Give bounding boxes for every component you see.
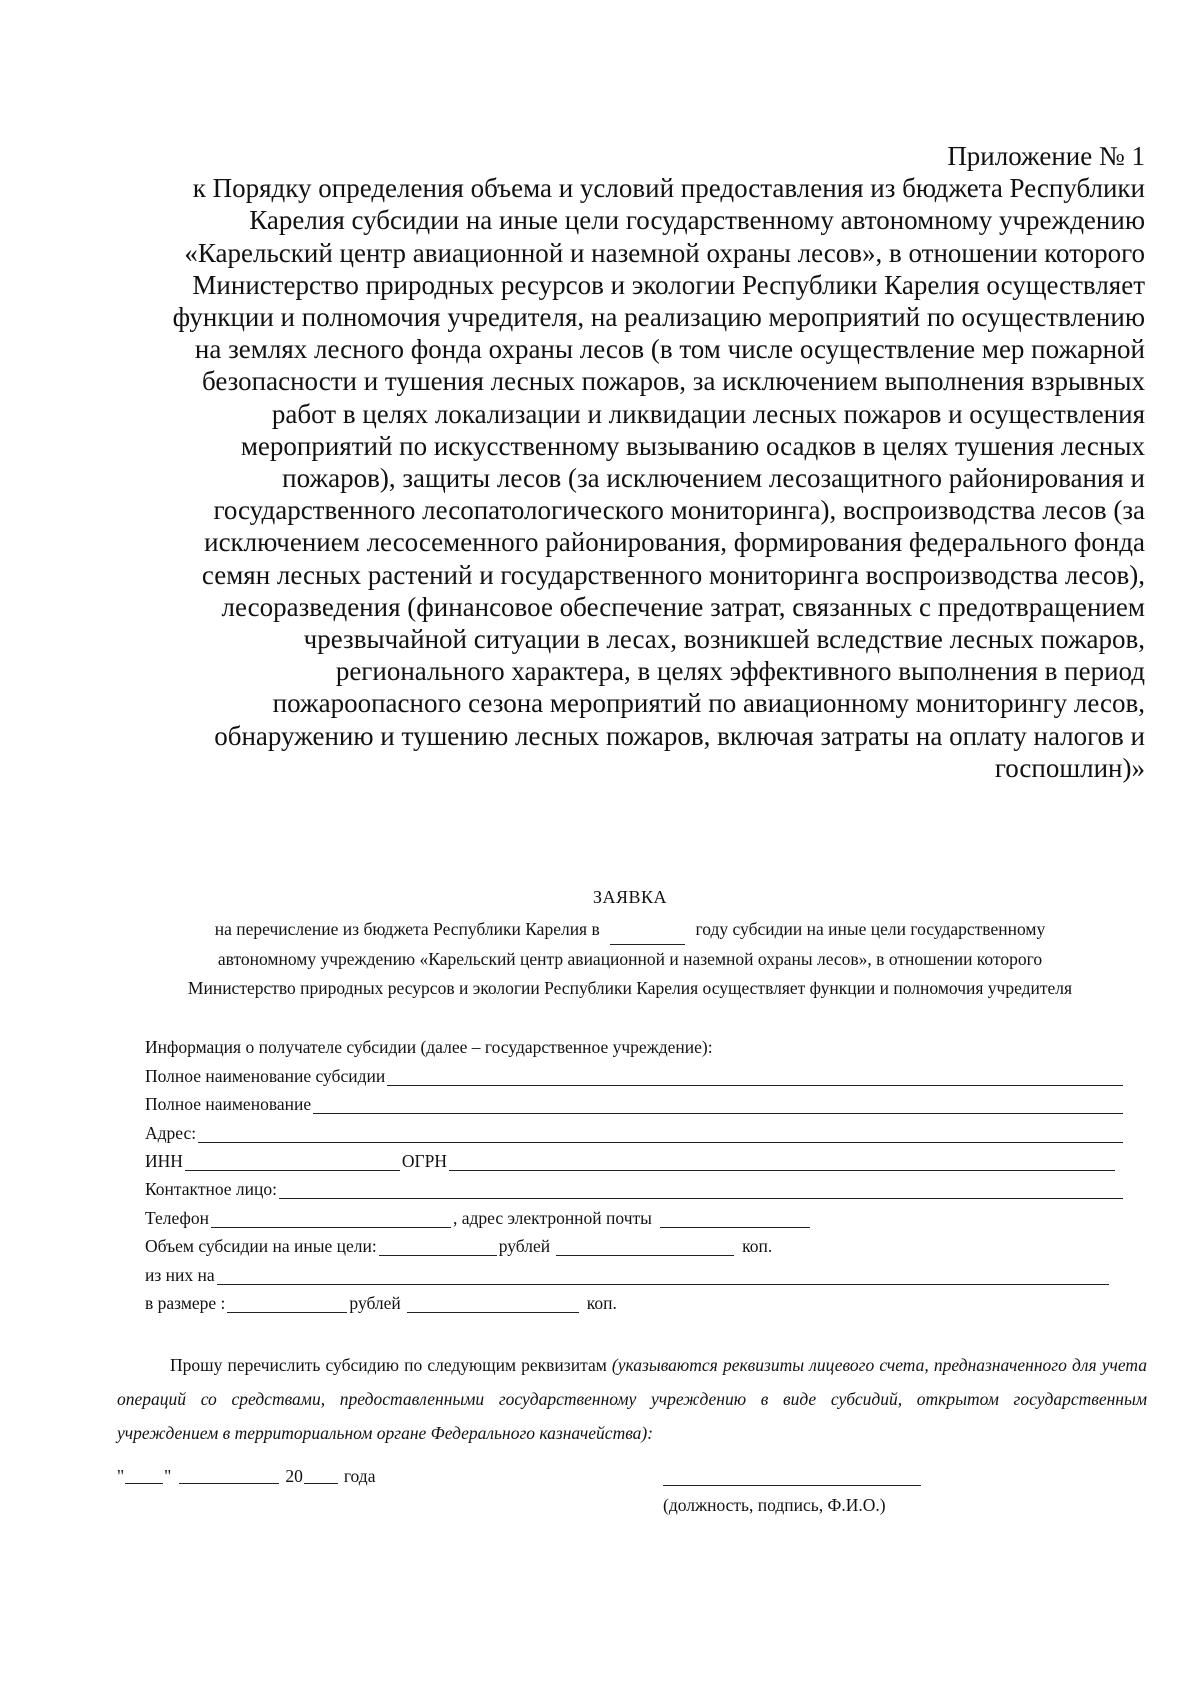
appendix-line: на землях лесного фонда охраны лесов (в том числе осуществление мер пожарной [194,334,1145,365]
address-label: Адрес: [145,1122,197,1143]
amount-rub-field[interactable] [227,1293,347,1313]
signature-field[interactable] [663,1484,921,1486]
inn-field[interactable] [185,1151,400,1171]
ogrn-label: ОГРН [401,1150,448,1171]
inn-label: ИНН [145,1150,183,1171]
appendix-line: «Карельский центр авиационной и наземной охраны лесов», в отношении которого [184,237,1145,268]
volume-row [145,1231,1125,1259]
application-subtitle-line: автономному учреждению «Карельский центр авиационной и наземной охраны лесов», в отношении которого [217,948,1043,969]
appendix-line: пожароопасного сезона мероприятий по авиационному мониторингу лесов, [272,688,1145,719]
appendix-line: семян лесных растений и государственного мониторинга воспроизводства лесов), [201,559,1145,590]
amount-kop-label: коп. [586,1292,617,1313]
appendix-line: обнаружению и тушению лесных пожаров, включая затраты на оплату налогов и [214,720,1145,751]
request-note: (указываются реквизиты лицевого счета, предназначенного для учета операций со средствами, предоставленными государственному учреждению в виде субсидий, открытом государственным учреждением в территориальном органе Федерального казначейства): [117,1355,1147,1443]
appendix-line: лесоразведения (финансовое обеспечение затрат, связанных с предотвращением [221,591,1145,622]
ogrn-field[interactable] [449,1151,1115,1171]
month-field[interactable] [179,1465,279,1484]
appendix-header [110,140,1145,784]
volume-label: Объем субсидии на иные цели: [145,1236,377,1257]
year-suffix: года [343,1466,376,1486]
amount-row [145,1288,1125,1316]
volume-kop-label: коп. [742,1236,773,1257]
year-prefix: 20 [285,1466,303,1486]
appendix-line: работ в целях локализации и ликвидации лесных пожаров и осуществления [271,398,1145,429]
subsidy-name-row [145,1060,1125,1088]
appendix-line: Карелия субсидии на иные цели государственному автономному учреждению [249,205,1145,236]
phone-label: Телефон [145,1207,209,1228]
phone-email-row [145,1202,1125,1230]
appendix-line: регионального характера, в целях эффективного выполнения в период [335,656,1145,687]
appendix-line: функции и полномочия учредителя, на реализацию мероприятий по осуществлению [172,302,1145,333]
subtitle-text: году субсидии на иные цели государственному [695,919,1046,939]
subtitle-text: на перечисление из бюджета Республики Карелия в [214,919,600,939]
volume-rub-label: рублей [498,1236,551,1257]
subsidy-name-label: Полное наименование субсидии [145,1065,386,1086]
full-name-row [145,1089,1125,1117]
appendix-line: пожаров), защиты лесов (за исключением лесозащитного районирования и [282,463,1145,494]
of-them-row [145,1259,1125,1287]
request-text: Прошу перечислить субсидию по следующим реквизитам [170,1355,612,1375]
appendix-line: мероприятий по искусственному вызыванию осадков в целях тушения лесных [240,430,1145,461]
day-field[interactable] [125,1465,163,1484]
year-field[interactable] [304,1465,338,1484]
full-name-label: Полное наименование [145,1094,312,1115]
volume-kop-field[interactable] [556,1236,734,1256]
address-row [145,1117,1125,1145]
of-them-label: из них на [145,1264,215,1285]
appendix-line: исключением лесосеменного районирования, формирования федерального фонда [204,527,1145,558]
recipient-info-section [145,1032,1125,1316]
volume-rub-field[interactable] [379,1236,497,1256]
inn-ogrn-row [145,1146,1125,1174]
appendix-number: Приложение № 1 [947,141,1145,171]
contact-row [145,1174,1125,1202]
appendix-line: госпошлин)» [994,752,1145,783]
application-subtitle-line [100,915,1160,945]
appendix-line: чрезвычайной ситуации в лесах, возникшей вследствие лесных пожаров, [303,624,1145,655]
info-heading: Информация о получателе субсидии (далее – государственное учреждение): [145,1037,713,1058]
quote-open: " [117,1466,125,1486]
amount-kop-field[interactable] [407,1293,579,1313]
amount-label: в размере : [145,1292,226,1313]
email-field[interactable] [660,1208,810,1228]
date-field-group [117,1465,375,1487]
subsidy-name-field[interactable] [387,1066,1123,1086]
full-name-field[interactable] [313,1094,1123,1114]
application-subtitle-line: Министерство природных ресурсов и экологии Республики Карелия осуществляет функции и полномочия учредителя [187,978,1073,998]
appendix-line: Министерство природных ресурсов и экологии Республики Карелия осуществляет [192,269,1145,300]
contact-field[interactable] [279,1179,1123,1199]
application-title: ЗАЯВКА [592,887,668,907]
request-paragraph [117,1348,1147,1450]
quote-close: " [164,1466,172,1486]
of-them-field[interactable] [217,1265,1109,1285]
contact-label: Контактное лицо: [145,1179,278,1200]
signature-caption: (должность, подпись, Ф.И.О.) [663,1495,886,1515]
appendix-line: к Порядку определения объема и условий предоставления из бюджета Республики [192,173,1145,204]
info-heading-row [145,1032,1125,1060]
address-field[interactable] [198,1123,1123,1143]
phone-field[interactable] [211,1208,451,1228]
appendix-line: государственного лесопатологического мониторинга), воспроизводства лесов (за [213,495,1145,526]
email-label: , адрес электронной почты [452,1207,652,1228]
application-subtitle [100,915,1160,1004]
year-blank-field[interactable] [610,926,685,945]
amount-rub-label: рублей [349,1292,401,1313]
appendix-line: безопасности и тушения лесных пожаров, за исключением выполнения взрывных [201,366,1145,397]
